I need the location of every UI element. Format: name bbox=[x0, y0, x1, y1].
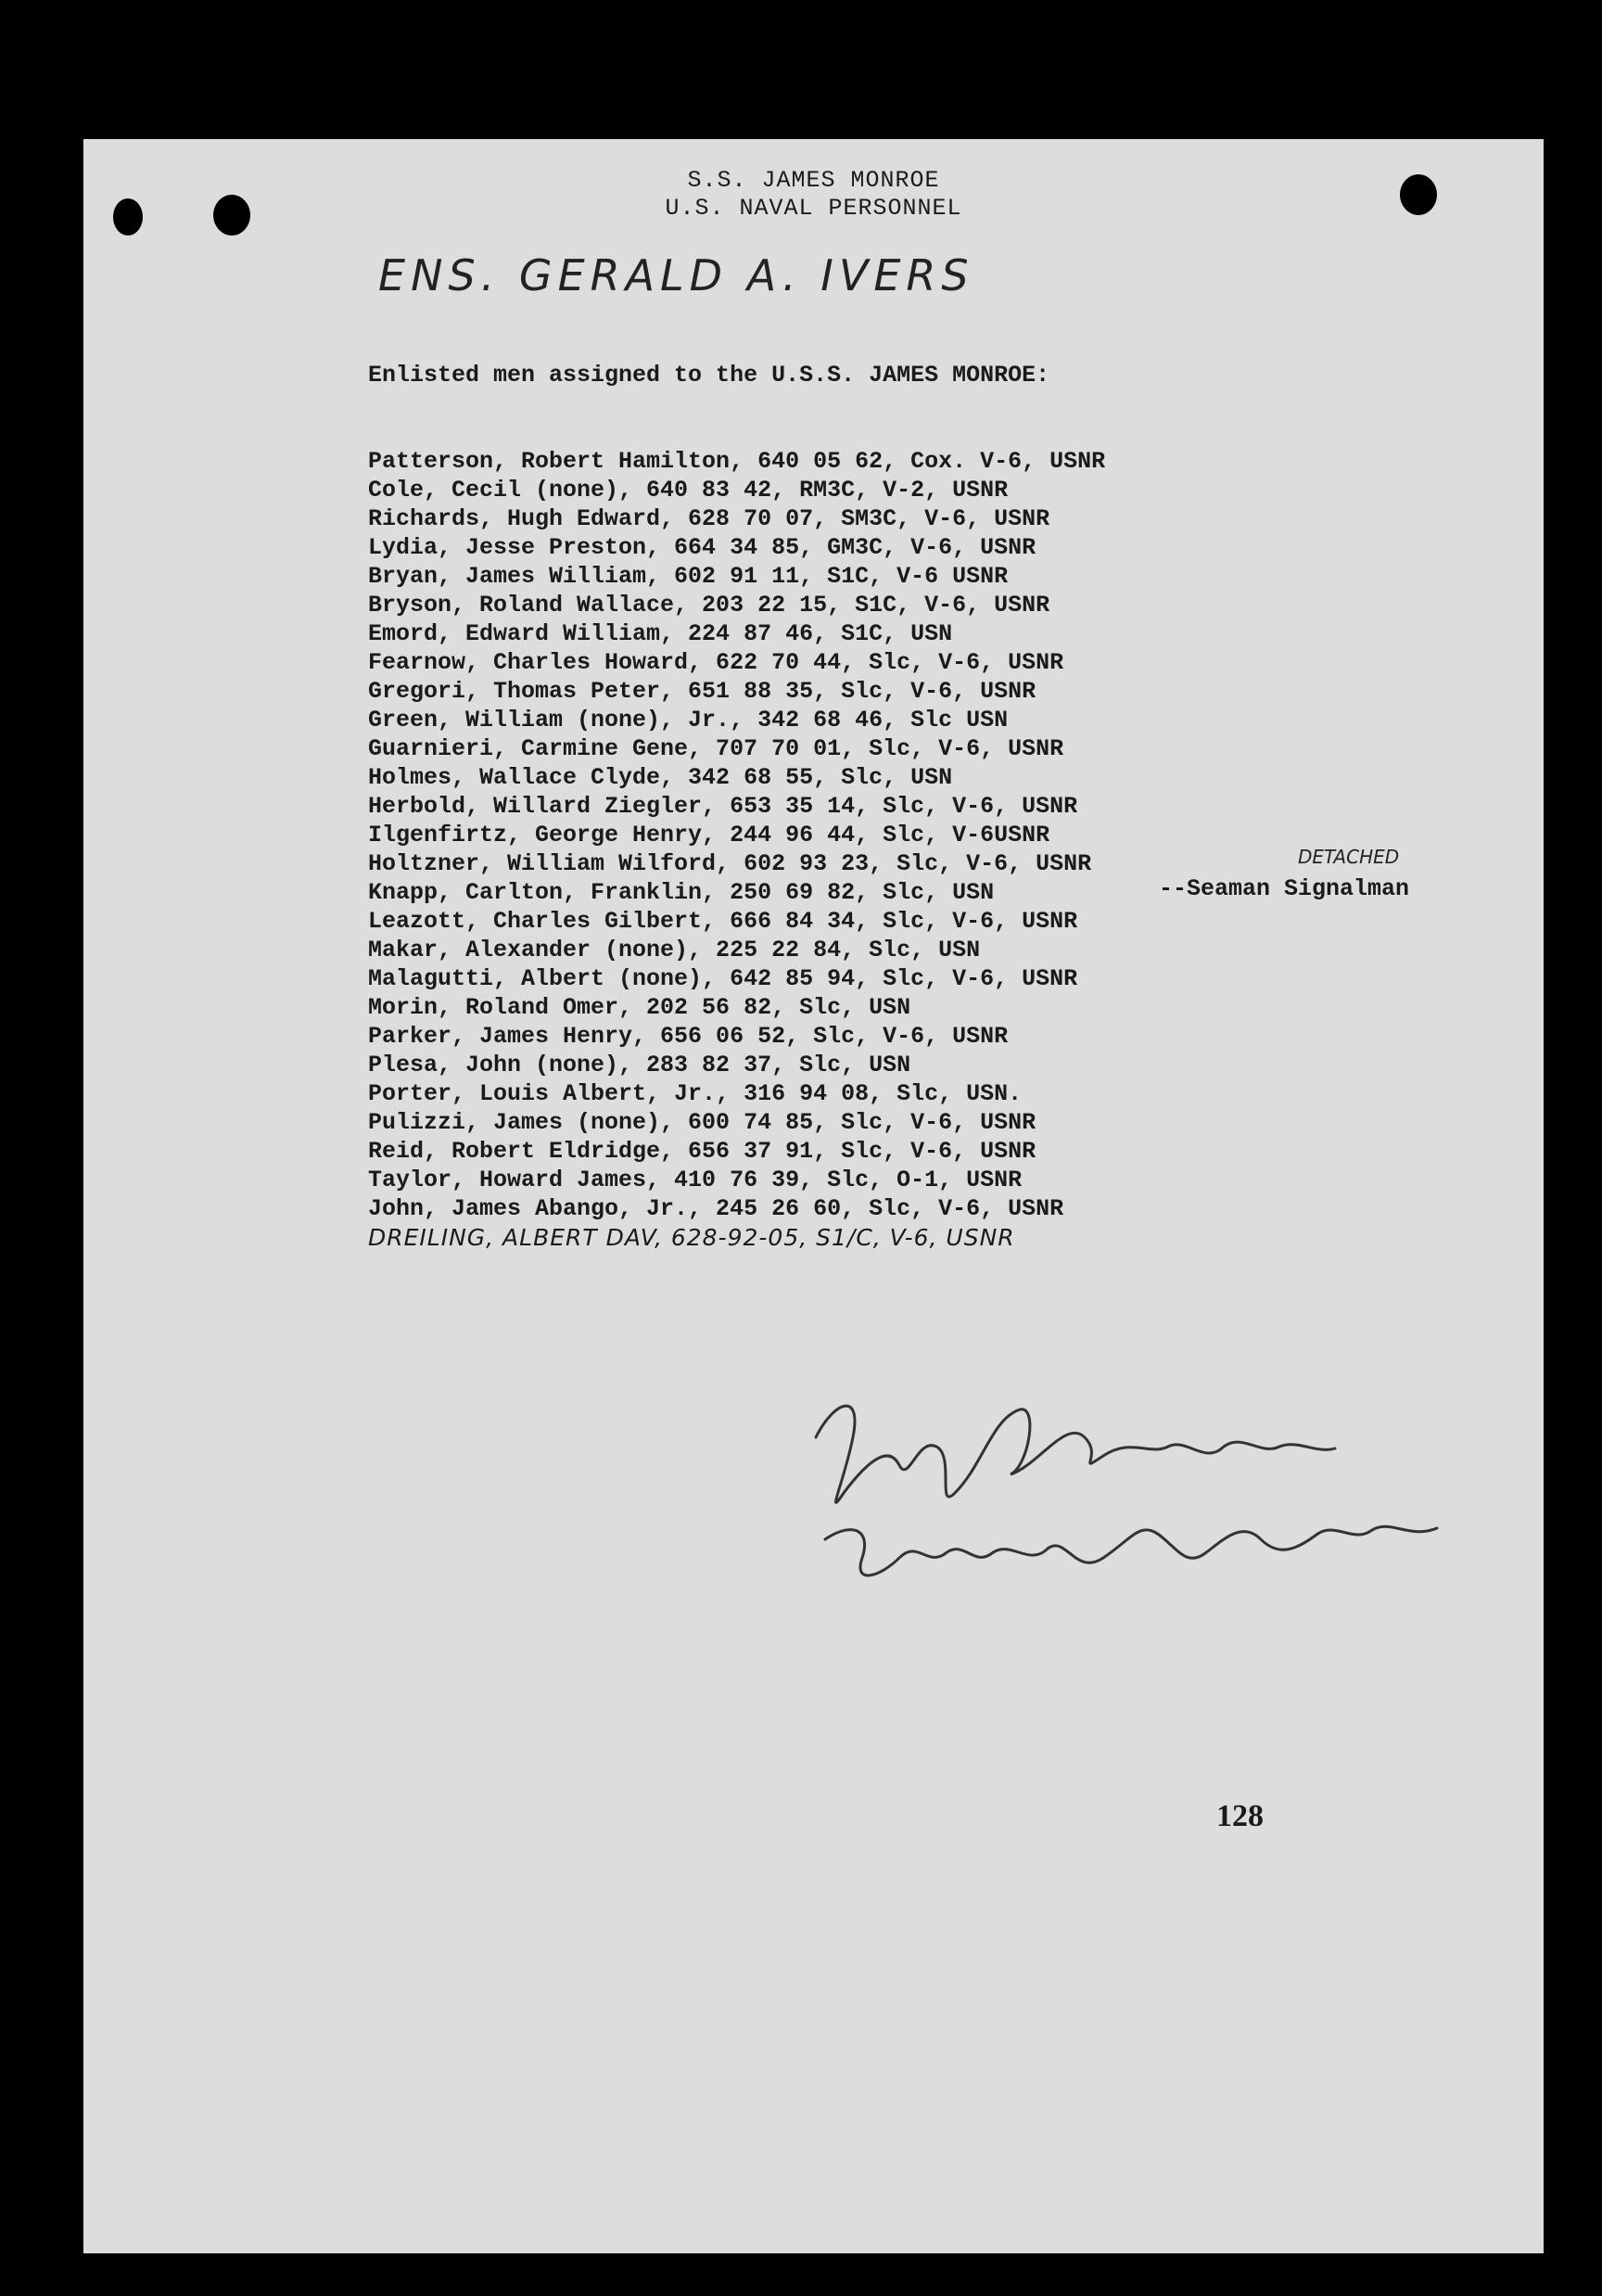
roster-entry: Cole, Cecil (none), 640 83 42, RM3C, V-2, USNR bbox=[368, 477, 1009, 504]
handwritten-roster-entry: DREILING, ALBERT DAV, 628-92-05, S1/C, V-6, USNR bbox=[368, 1224, 1015, 1251]
roster-entry: Makar, Alexander (none), 225 22 84, Slc, USN bbox=[368, 937, 981, 963]
roster-entry: Holmes, Wallace Clyde, 342 68 55, Slc, USN bbox=[368, 764, 953, 791]
roster-entry: Leazott, Charles Gilbert, 666 84 34, Slc, V-6, USNR bbox=[368, 908, 1078, 935]
roster-entry: Morin, Roland Omer, 202 56 82, Slc, USN bbox=[368, 994, 911, 1021]
signalman-annotation: --Seaman Signalman bbox=[1159, 875, 1410, 902]
signature-title-stroke bbox=[825, 1526, 1437, 1575]
roster-entry: Reid, Robert Eldridge, 656 37 91, Slc, V-6, USNR bbox=[368, 1138, 1036, 1165]
page-number: 128 bbox=[1216, 1799, 1264, 1833]
roster-entry: Fearnow, Charles Howard, 622 70 44, Slc, V-6, USNR bbox=[368, 649, 1064, 676]
roster-entry: Patterson, Robert Hamilton, 640 05 62, Cox. V-6, USNR bbox=[368, 448, 1106, 475]
roster-entry: Malagutti, Albert (none), 642 85 94, Slc, V-6, USNR bbox=[368, 965, 1078, 992]
ship-name-header: S.S. JAMES MONROE bbox=[687, 167, 940, 194]
detached-annotation: DETACHED bbox=[1298, 846, 1400, 868]
roster-entry: Emord, Edward William, 224 87 46, S1C, USN bbox=[368, 620, 953, 647]
roster-entry: Pulizzi, James (none), 600 74 85, Slc, V-6, USNR bbox=[368, 1109, 1036, 1136]
roster-entry: Plesa, John (none), 283 82 37, Slc, USN bbox=[368, 1052, 911, 1078]
roster-entry: Holtzner, William Wilford, 602 93 23, Slc, V-6, USNR bbox=[368, 850, 1092, 877]
roster-entry: Herbold, Willard Ziegler, 653 35 14, Slc, V-6, USNR bbox=[368, 793, 1078, 820]
roster-entry: Knapp, Carlton, Franklin, 250 69 82, Slc, USN bbox=[368, 879, 995, 906]
roster-entry: Bryan, James William, 602 91 11, S1C, V-6 USNR bbox=[368, 563, 1009, 590]
roster-entry: Gregori, Thomas Peter, 651 88 35, Slc, V-6, USNR bbox=[368, 678, 1036, 705]
intro-text: Enlisted men assigned to the U.S.S. JAMES MONROE: bbox=[368, 362, 1050, 389]
enlisted-roster bbox=[368, 447, 1105, 1252]
signature-name-stroke bbox=[816, 1406, 1335, 1502]
inspector-signature bbox=[797, 1382, 1520, 1623]
roster-entry: Taylor, Howard James, 410 76 39, Slc, O-1, USNR bbox=[368, 1167, 1023, 1193]
roster-entry: Richards, Hugh Edward, 628 70 07, SM3C, V-6, USNR bbox=[368, 505, 1050, 532]
handwritten-heading: ENS. GERALD A. IVERS bbox=[378, 250, 974, 300]
personnel-header: U.S. NAVAL PERSONNEL bbox=[665, 195, 962, 222]
roster-entry: Ilgenfirtz, George Henry, 244 96 44, Slc, V-6USNR bbox=[368, 822, 1050, 848]
roster-entry: Green, William (none), Jr., 342 68 46, Slc USN bbox=[368, 707, 1009, 733]
roster-entry: Guarnieri, Carmine Gene, 707 70 01, Slc, V-6, USNR bbox=[368, 735, 1064, 762]
roster-entry: Bryson, Roland Wallace, 203 22 15, S1C, V-6, USNR bbox=[368, 592, 1050, 619]
roster-entry: Porter, Louis Albert, Jr., 316 94 08, Slc, USN. bbox=[368, 1080, 1023, 1107]
roster-entry: Parker, James Henry, 656 06 52, Slc, V-6, USNR bbox=[368, 1023, 1009, 1050]
roster-entry: Lydia, Jesse Preston, 664 34 85, GM3C, V-6, USNR bbox=[368, 534, 1036, 561]
roster-entry: John, James Abango, Jr., 245 26 60, Slc, V-6, USNR bbox=[368, 1195, 1064, 1222]
document-page bbox=[83, 139, 1544, 2253]
